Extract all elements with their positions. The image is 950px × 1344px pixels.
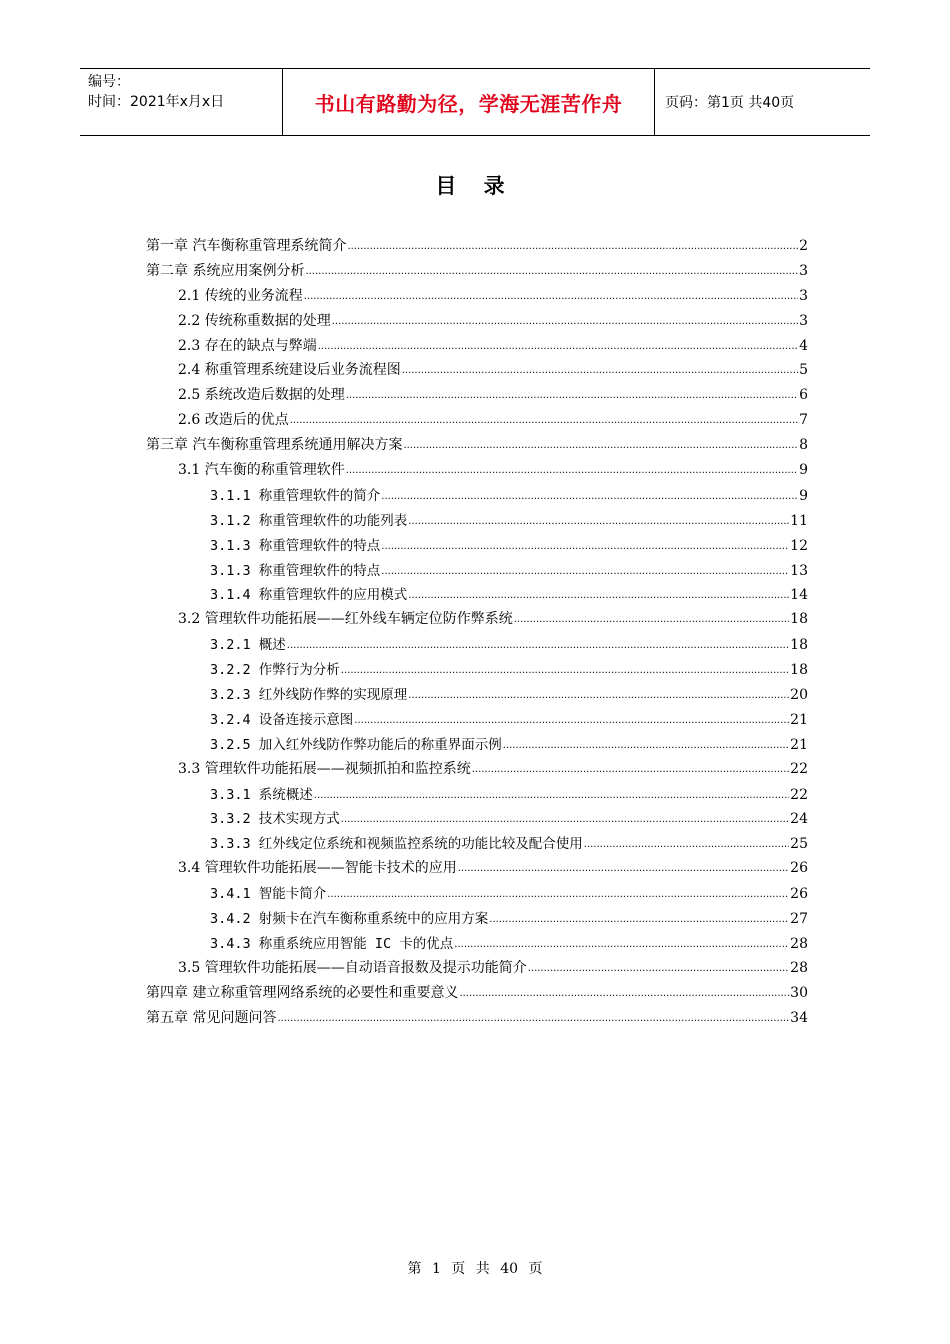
toc-entry-label: 3.3.1 系统概述 <box>210 786 313 803</box>
toc-leader-dots <box>314 785 789 799</box>
toc-entry[interactable] <box>146 559 808 584</box>
header-motto-cell <box>282 69 655 135</box>
toc-entry-page: 4 <box>799 337 808 354</box>
toc-entry-page: 9 <box>799 462 808 479</box>
toc-entry-page: 8 <box>799 437 808 454</box>
document-date: 时间：2021年x月x日 <box>88 94 225 110</box>
header-page-info: 页码：第1页 共40页 <box>665 95 795 111</box>
toc-leader-dots <box>459 983 789 997</box>
toc-leader-dots <box>381 536 789 550</box>
toc-entry[interactable] <box>146 633 808 658</box>
toc-entry[interactable] <box>146 857 808 882</box>
toc-entry-page: 26 <box>790 886 808 903</box>
toc-leader-dots <box>381 486 798 500</box>
toc-entry-page: 21 <box>790 711 808 728</box>
toc-entry-page: 7 <box>799 412 808 429</box>
header-motto: 书山有路勤为径，学海无涯苦作舟 <box>314 91 623 116</box>
toc-entry[interactable] <box>146 409 808 434</box>
toc-entry[interactable] <box>146 783 808 808</box>
toc-entry[interactable] <box>146 509 808 534</box>
toc-leader-dots <box>514 609 789 623</box>
toc-entry[interactable] <box>146 310 808 335</box>
toc-entry-label: 第五章 常见问题问答 <box>146 1009 277 1026</box>
toc-entry-page: 18 <box>790 611 808 628</box>
toc-entry-label: 3.4.2 射频卡在汽车衡称重系统中的应用方案 <box>210 911 489 928</box>
toc-entry-page: 11 <box>790 512 808 529</box>
toc-entry[interactable] <box>146 534 808 559</box>
toc-entry-page: 28 <box>790 959 808 976</box>
toc-leader-dots <box>489 909 789 923</box>
table-of-contents <box>146 235 808 1032</box>
toc-entry-label: 3.3.3 红外线定位系统和视频监控系统的功能比较及配合使用 <box>210 836 583 853</box>
toc-leader-dots <box>503 735 789 749</box>
toc-title: 目 录 <box>435 174 515 198</box>
toc-entry-label: 3.2.3 红外线防作弊的实现原理 <box>210 687 408 704</box>
toc-entry[interactable] <box>146 982 808 1007</box>
toc-leader-dots <box>287 635 789 649</box>
toc-entry[interactable] <box>146 235 808 260</box>
toc-entry-label: 3.2.4 设备连接示意图 <box>210 711 354 728</box>
toc-leader-dots <box>290 410 798 424</box>
toc-entry-page: 28 <box>790 935 808 952</box>
toc-entry-page: 22 <box>790 786 808 803</box>
toc-entry-label: 2.5 系统改造后数据的处理 <box>178 387 345 404</box>
toc-leader-dots <box>458 858 789 872</box>
toc-leader-dots <box>327 884 789 898</box>
toc-leader-dots <box>277 1008 789 1022</box>
toc-entry-page: 3 <box>799 312 808 329</box>
toc-entry-label: 2.6 改造后的优点 <box>178 412 289 429</box>
toc-entry-label: 3.1.3 称重管理软件的特点 <box>210 562 381 579</box>
toc-entry-page: 30 <box>790 984 808 1001</box>
toc-leader-dots <box>346 385 798 399</box>
toc-entry-label: 第一章 汽车衡称重管理系统简介 <box>146 238 347 254</box>
toc-leader-dots <box>403 435 798 449</box>
toc-entry-page: 6 <box>799 387 808 404</box>
toc-entry[interactable] <box>146 608 808 633</box>
toc-entry-label: 3.1.2 称重管理软件的功能列表 <box>210 512 408 529</box>
toc-entry-page: 14 <box>790 587 808 604</box>
toc-entry-page: 3 <box>799 262 808 279</box>
toc-entry-label: 3.4.1 智能卡简介 <box>210 886 327 903</box>
page-footer: 第 1 页 共 40 页 <box>407 1261 543 1277</box>
toc-entry-page: 9 <box>799 487 808 504</box>
toc-entry[interactable] <box>146 932 808 957</box>
toc-entry-page: 12 <box>790 537 808 554</box>
toc-entry-label: 3.2 管理软件功能拓展——红外线车辆定位防作弊系统 <box>178 611 513 628</box>
toc-entry-page: 20 <box>790 687 808 704</box>
toc-entry-page: 22 <box>790 760 808 777</box>
toc-entry[interactable] <box>146 683 808 708</box>
toc-leader-dots <box>584 834 789 848</box>
toc-entry[interactable] <box>146 384 808 409</box>
toc-entry[interactable] <box>146 484 808 509</box>
toc-entry[interactable] <box>146 583 808 608</box>
toc-entry[interactable] <box>146 658 808 683</box>
toc-leader-dots <box>346 460 798 474</box>
toc-leader-dots <box>354 710 789 724</box>
toc-entry-label: 3.3 管理软件功能拓展——视频抓拍和监控系统 <box>178 760 471 777</box>
toc-entry[interactable] <box>146 832 808 857</box>
toc-leader-dots <box>408 585 789 599</box>
toc-entry-label: 第四章 建立称重管理网络系统的必要性和重要意义 <box>146 984 459 1001</box>
toc-entry-label: 3.5 管理软件功能拓展——自动语音报数及提示功能简介 <box>178 959 527 976</box>
toc-entry-page: 21 <box>790 736 808 753</box>
document-number-label: 编号： <box>88 74 130 90</box>
toc-leader-dots <box>341 809 789 823</box>
toc-leader-dots <box>304 286 798 300</box>
toc-entry[interactable] <box>146 359 808 384</box>
toc-entry-page: 34 <box>790 1009 808 1026</box>
toc-leader-dots <box>408 511 789 525</box>
toc-entry-page: 2 <box>799 238 808 254</box>
toc-entry[interactable] <box>146 434 808 459</box>
toc-entry-label: 3.4 管理软件功能拓展——智能卡技术的应用 <box>178 860 457 877</box>
toc-entry-label: 2.4 称重管理系统建设后业务流程图 <box>178 362 401 379</box>
toc-entry-label: 3.2.2 作弊行为分析 <box>210 662 340 679</box>
toc-entry[interactable] <box>146 758 808 783</box>
toc-entry-label: 3.1.1 称重管理软件的简介 <box>210 487 381 504</box>
toc-entry-label: 3.3.2 技术实现方式 <box>210 811 340 828</box>
toc-entry-label: 2.2 传统称重数据的处理 <box>178 312 331 329</box>
toc-entry-page: 3 <box>799 287 808 304</box>
toc-entry-page: 13 <box>790 562 808 579</box>
page-header <box>80 68 870 136</box>
toc-leader-dots <box>347 236 798 250</box>
toc-entry[interactable] <box>146 285 808 310</box>
toc-entry-label: 2.1 传统的业务流程 <box>178 287 303 304</box>
toc-entry-page: 18 <box>790 662 808 679</box>
toc-entry-label: 3.2.1 概述 <box>210 637 286 654</box>
toc-entry-page: 24 <box>790 811 808 828</box>
toc-entry-label: 3.4.3 称重系统应用智能 IC 卡的优点 <box>210 935 454 952</box>
toc-leader-dots <box>318 336 798 350</box>
toc-entry-page: 25 <box>790 836 808 853</box>
toc-entry-page: 18 <box>790 637 808 654</box>
toc-entry-label: 第三章 汽车衡称重管理系统通用解决方案 <box>146 437 403 454</box>
toc-leader-dots <box>402 360 798 374</box>
toc-entry-label: 3.1 汽车衡的称重管理软件 <box>178 462 345 479</box>
toc-entry-page: 26 <box>790 860 808 877</box>
toc-entry[interactable] <box>146 957 808 982</box>
toc-entry-label: 第二章 系统应用案例分析 <box>146 262 305 279</box>
toc-entry[interactable] <box>146 260 808 285</box>
toc-entry[interactable] <box>146 807 808 832</box>
toc-leader-dots <box>408 685 789 699</box>
toc-entry-label: 3.2.5 加入红外线防作弊功能后的称重界面示例 <box>210 736 502 753</box>
toc-leader-dots <box>528 958 789 972</box>
toc-entry[interactable] <box>146 907 808 932</box>
toc-entry-label: 3.1.4 称重管理软件的应用模式 <box>210 587 408 604</box>
toc-entry-page: 5 <box>799 362 808 379</box>
toc-entry-label: 3.1.3 称重管理软件的特点 <box>210 537 381 554</box>
toc-entry-label: 2.3 存在的缺点与弊端 <box>178 337 317 354</box>
toc-entry[interactable] <box>146 733 808 758</box>
toc-leader-dots <box>305 261 798 275</box>
toc-entry-page: 27 <box>790 911 808 928</box>
toc-entry[interactable] <box>146 1007 808 1032</box>
toc-leader-dots <box>454 934 789 948</box>
toc-leader-dots <box>332 311 798 325</box>
toc-entry[interactable] <box>146 708 808 733</box>
toc-leader-dots <box>472 759 789 773</box>
toc-leader-dots <box>341 660 789 674</box>
toc-entry[interactable] <box>146 882 808 907</box>
toc-entry[interactable] <box>146 459 808 484</box>
toc-leader-dots <box>381 561 789 575</box>
header-meta <box>80 69 282 135</box>
toc-entry[interactable] <box>146 335 808 360</box>
